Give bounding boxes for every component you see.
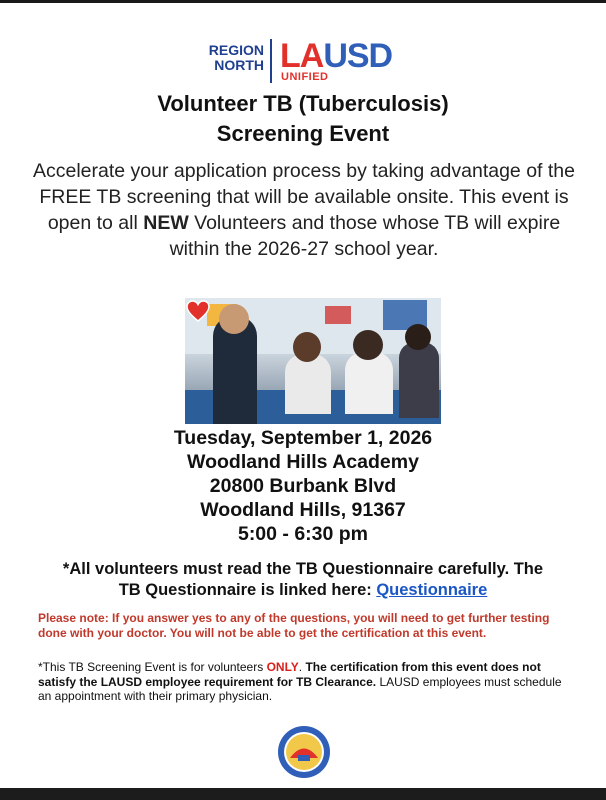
intro-emphasis: NEW	[143, 212, 189, 234]
questionnaire-line2: TB Questionnaire is linked here:	[118, 581, 377, 599]
lausd-logo	[200, 39, 430, 85]
disclaimer-part2: .	[298, 660, 306, 674]
district-seal-icon	[277, 725, 331, 779]
logo-unified: UNIFIED	[281, 71, 329, 83]
title-line1: Volunteer TB (Tuberculosis)	[157, 91, 449, 116]
event-time: 5:00 - 6:30 pm	[237, 523, 369, 545]
title-line2: Screening Event	[216, 121, 390, 146]
logo-region-text	[200, 43, 264, 73]
employee-disclaimer	[38, 660, 578, 704]
event-venue: Woodland Hills Academy	[187, 451, 419, 473]
please-note-warning: Please note: If you answer yes to any of the questions, you will need to get further testing done with your doctor. You will not be able to get the certification at this event.	[38, 611, 550, 640]
intro-part2: Volunteers and those whose TB will expire within the 2026-27 school year.	[169, 212, 561, 260]
questionnaire-line1: *All volunteers must read the TB Questionnaire carefully. The	[62, 560, 544, 578]
event-details	[0, 426, 606, 546]
intro-part1: Accelerate your application process by taking advantage of the FREE TB screening that will be available onsite. This event is open to all	[32, 160, 575, 234]
logo-region-line2: NORTH	[214, 57, 264, 73]
logo-region-line1: REGION	[208, 42, 264, 58]
event-street: 20800 Burbank Blvd	[209, 475, 397, 497]
logo-wordmark	[280, 37, 392, 75]
disclaimer-part3: LAUSD employees must schedule an appointment with their primary physician.	[38, 674, 562, 703]
questionnaire-notice	[20, 559, 586, 601]
intro-paragraph	[30, 158, 578, 262]
event-city: Woodland Hills, 91367	[200, 499, 406, 521]
event-date: Tuesday, September 1, 2026	[173, 427, 433, 449]
disclaimer-part1: *This TB Screening Event is for volunteers	[38, 660, 267, 674]
heart-icon	[186, 300, 210, 322]
disclaimer-only: ONLY	[266, 660, 299, 674]
questionnaire-link[interactable]: Questionnaire	[376, 581, 488, 599]
logo-divider	[270, 39, 272, 83]
bottom-edge	[0, 788, 606, 800]
logo-usd: USD	[323, 37, 393, 75]
page-title	[0, 89, 606, 149]
volunteers-photo	[185, 298, 441, 424]
disclaimer-bold: The certification from this event does not satisfy the LAUSD employee requirement for TB Clearance.	[38, 660, 541, 689]
logo-la: LA	[280, 37, 324, 75]
